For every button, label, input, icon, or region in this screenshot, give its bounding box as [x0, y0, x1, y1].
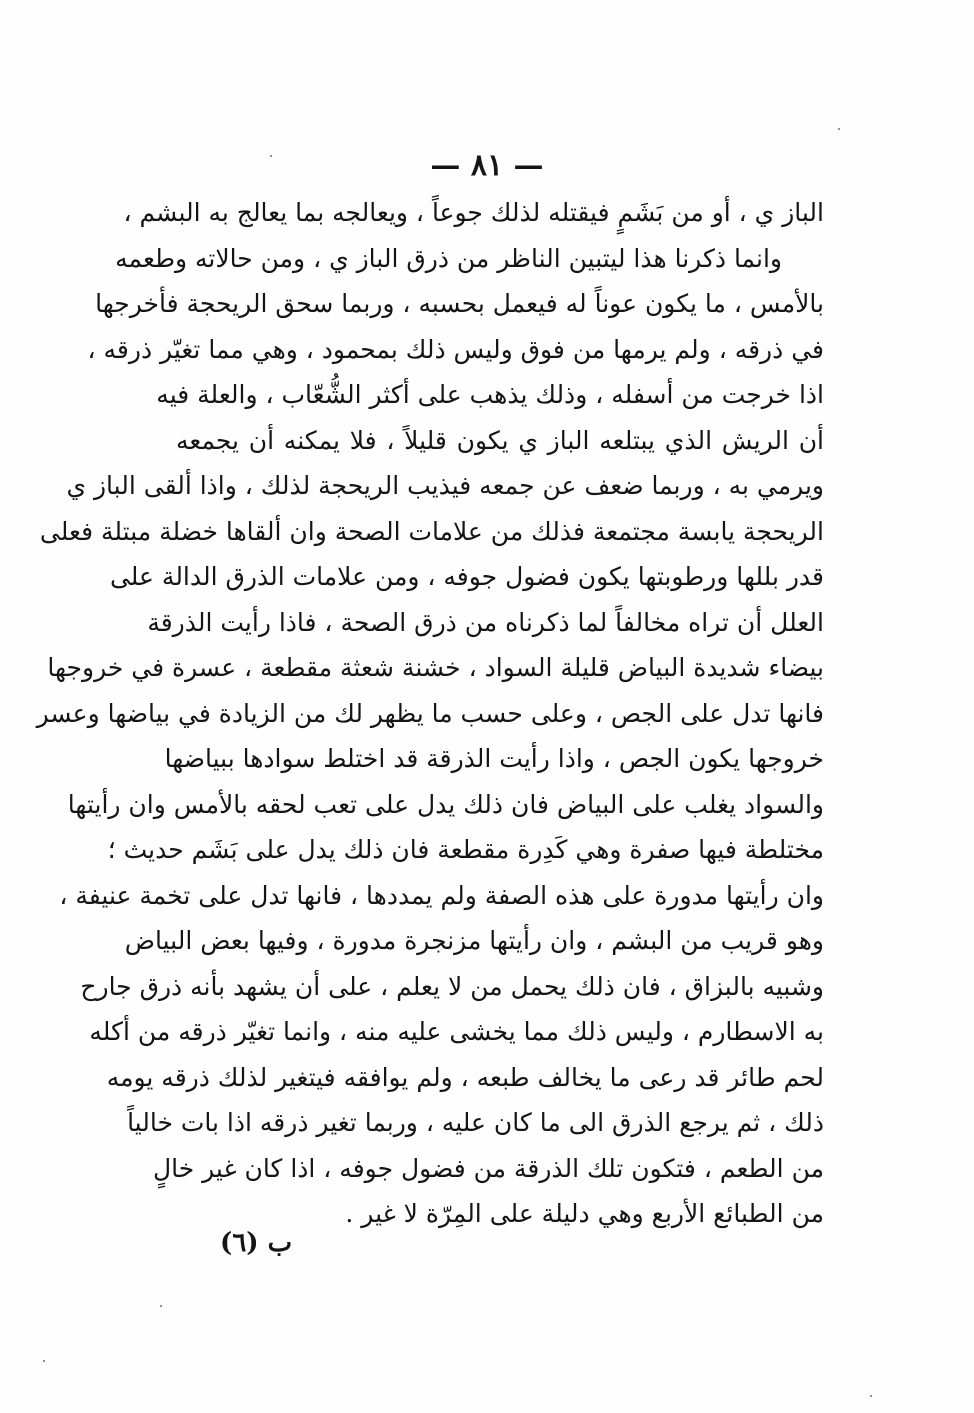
paper-speck: [43, 1360, 45, 1362]
text-line-7: ويرمي به ، وربما ضعف عن جمعه فيذيب الريحجة لذلك ، واذا ألقى الباز ي: [66, 471, 824, 500]
text-line-13: خروجها يكون الجص ، واذا رأيت الذرقة قد اختلط سوادها ببياضها: [164, 744, 824, 773]
text-line-22: من الطعم ، فتكون تلك الذرقة من فضول جوفه ، اذا كان غير خالٍ: [152, 1153, 824, 1183]
text-line-16: وان رأيتها مدورة على هذه الصفة ولم يمددها ، فانها تدل على تخمة عنيفة ،: [59, 880, 824, 910]
text-line-23: من الطبائع الأربع وهي دليلة على المِرّة لا غير .: [345, 1199, 824, 1228]
text-line-19: به الاسطارم ، وليس ذلك مما يخشى عليه منه ، وانما تغيّر ذرقه من أكله: [89, 1017, 824, 1046]
text-line-8: الريحجة يابسة مجتمعة فذلك من علامات الصحة وان ألقاها خضلة مبتلة فعلى: [39, 516, 824, 546]
text-line-4: في ذرقه ، ولم يرمها من فوق وليس ذلك بمحمود ، وهي مما تغيّر ذرقه ،: [87, 334, 824, 364]
text-line-6: أن الريش الذي يبتلعه الباز ي يكون قليلاً ، فلا يمكنه أن يجمعه: [176, 425, 824, 455]
text-line-9: قدر بللها ورطوبتها يكون فضول جوفه ، ومن علامات الذرق الدالة على: [109, 562, 824, 591]
text-line-18: وشبيه بالبزاق ، فان ذلك يحمل من لا يعلم ، على أن يشهد بأنه ذرق جارح: [80, 971, 824, 1001]
text-line-17: وهو قريب من البشم ، وان رأيتها مزنجرة مدورة ، وفيها بعض البياض: [124, 926, 824, 955]
text-line-11: بيضاء شديدة البياض قليلة السواد ، خشنة شعثة مقطعة ، عسرة في خروجها: [47, 653, 824, 682]
paper-speck: [270, 155, 272, 157]
text-line-12: فانها تدل على الجص ، وعلى حسب ما يظهر لك من الزيادة في بياضها وعسر: [36, 698, 824, 728]
text-line-5: اذا خرجت من أسفله ، وذلك يذهب على أكثر الشُّعّاب ، والعلة فيه: [156, 380, 824, 409]
paper-speck: [838, 128, 840, 130]
page-number: — ٨١ —: [430, 148, 544, 183]
paper-speck: [870, 1395, 872, 1397]
text-line-10: العلل أن تراه مخالفاً لما ذكرناه من ذرق الصحة ، فاذا رأيت الذرقة: [147, 607, 824, 637]
text-line-15: مختلطة فيها صفرة وهي كَدِرة مقطعة فان ذلك يدل على بَشَم حديث ؛: [107, 835, 824, 864]
text-line-21: ذلك ، ثم يرجع الذرق الى ما كان عليه ، وربما تغير ذرقه اذا بات خالياً: [127, 1108, 824, 1137]
text-line-2: وانما ذكرنا هذا ليتبين الناظر من ذرق الباز ي ، ومن حالاته وطعمه: [115, 243, 782, 273]
body-text: [36, 190, 824, 1237]
paper-speck: [160, 1305, 162, 1307]
text-line-3: بالأمس ، ما يكون عوناً له فيعمل بحسبه ، وربما سحق الريحجة فأخرجها: [95, 289, 824, 318]
printer-signature-mark: ب (٦): [220, 1228, 293, 1258]
text-line-1: الباز ي ، أو من بَشَمٍ فيقتله لذلك جوعاً ، ويعالجه بما يعالج به البشم ،: [123, 198, 824, 227]
text-line-14: والسواد يغلب على البياض فان ذلك يدل على تعب لحقه بالأمس وان رأيتها: [67, 789, 824, 819]
text-line-20: لحم طائر قد رعى ما يخالف طبعه ، ولم يوافقه فيتغير لذلك ذرقه يومه: [106, 1062, 824, 1092]
